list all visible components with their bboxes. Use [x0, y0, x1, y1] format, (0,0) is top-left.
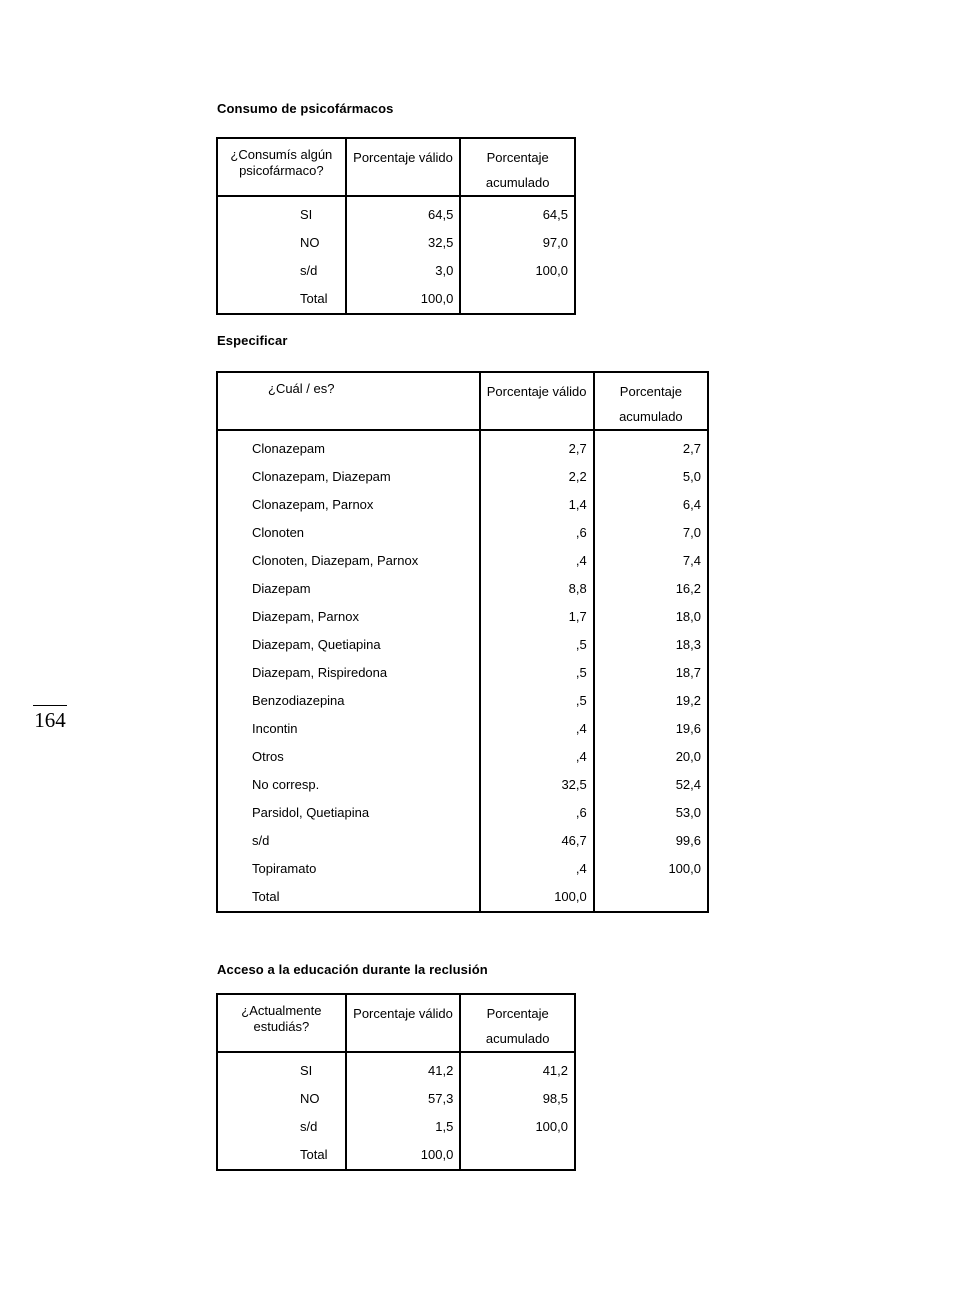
table-row	[217, 229, 575, 257]
cumulative-percent-cell: 100,0	[460, 1113, 575, 1141]
table1-header-question: ¿Consumís algún psicofármaco?	[217, 138, 346, 196]
table2-header-valid: Porcentaje válido	[480, 372, 594, 430]
row-label: Clonazepam	[217, 430, 480, 463]
cumulative-percent-cell: 20,0	[594, 743, 708, 771]
valid-percent-cell: 100,0	[346, 285, 461, 314]
row-label: NO	[217, 229, 346, 257]
row-label: Diazepam, Rispiredona	[217, 659, 480, 687]
cumulative-percent-cell: 99,6	[594, 827, 708, 855]
table-row	[217, 257, 575, 285]
valid-percent-cell: 46,7	[480, 827, 594, 855]
row-label: SI	[217, 196, 346, 229]
table2	[216, 371, 709, 913]
row-label: No corresp.	[217, 771, 480, 799]
table2-title: Especificar	[217, 333, 288, 348]
cumulative-percent-cell: 100,0	[594, 855, 708, 883]
row-label: Clonazepam, Parnox	[217, 491, 480, 519]
table-row	[217, 430, 708, 463]
table1-title: Consumo de psicofármacos	[217, 101, 394, 116]
table-row	[217, 659, 708, 687]
table3-header-valid: Porcentaje válido	[346, 994, 461, 1052]
valid-percent-cell: ,5	[480, 631, 594, 659]
table-row	[217, 491, 708, 519]
table-row	[217, 1052, 575, 1085]
table3	[216, 993, 576, 1171]
table3-header-question: ¿Actualmente estudiás?	[217, 994, 346, 1052]
row-label: s/d	[217, 827, 480, 855]
valid-percent-cell: ,5	[480, 659, 594, 687]
cumulative-percent-cell: 7,4	[594, 547, 708, 575]
cumulative-percent-cell: 53,0	[594, 799, 708, 827]
table-row	[217, 1113, 575, 1141]
table-row	[217, 463, 708, 491]
row-label: Total	[217, 1141, 346, 1170]
valid-percent-cell: 32,5	[480, 771, 594, 799]
table-row	[217, 743, 708, 771]
table-row	[217, 285, 575, 314]
table-row	[217, 603, 708, 631]
row-label: Clonazepam, Diazepam	[217, 463, 480, 491]
row-label: Benzodiazepina	[217, 687, 480, 715]
valid-percent-cell: ,4	[480, 547, 594, 575]
cumulative-percent-cell	[594, 883, 708, 912]
row-label: Diazepam	[217, 575, 480, 603]
valid-percent-cell: 57,3	[346, 1085, 461, 1113]
valid-percent-cell: 3,0	[346, 257, 461, 285]
table-row	[217, 196, 575, 229]
cumulative-percent-cell: 18,3	[594, 631, 708, 659]
table-row	[217, 547, 708, 575]
table-row	[217, 687, 708, 715]
cumulative-percent-cell: 16,2	[594, 575, 708, 603]
valid-percent-cell: ,6	[480, 519, 594, 547]
table-row	[217, 1085, 575, 1113]
valid-percent-cell: 1,7	[480, 603, 594, 631]
table1-body	[217, 196, 575, 314]
cumulative-percent-cell: 5,0	[594, 463, 708, 491]
valid-percent-cell: 32,5	[346, 229, 461, 257]
table-row	[217, 575, 708, 603]
valid-percent-cell: 64,5	[346, 196, 461, 229]
row-label: Clonoten	[217, 519, 480, 547]
cumulative-percent-cell: 41,2	[460, 1052, 575, 1085]
table-row	[217, 855, 708, 883]
valid-percent-cell: 2,7	[480, 430, 594, 463]
cumulative-percent-cell: 7,0	[594, 519, 708, 547]
valid-percent-cell: 41,2	[346, 1052, 461, 1085]
table2-header-question: ¿Cuál / es?	[217, 372, 480, 430]
table3-title: Acceso a la educación durante la reclusión	[217, 962, 488, 977]
valid-percent-cell: ,5	[480, 687, 594, 715]
row-label: Topiramato	[217, 855, 480, 883]
cumulative-percent-cell: 18,0	[594, 603, 708, 631]
table2-body	[217, 430, 708, 912]
cumulative-percent-cell: 98,5	[460, 1085, 575, 1113]
row-label: Total	[217, 285, 346, 314]
table-row	[217, 631, 708, 659]
cumulative-percent-cell: 52,4	[594, 771, 708, 799]
table-row	[217, 715, 708, 743]
table-row	[217, 827, 708, 855]
cumulative-percent-cell: 2,7	[594, 430, 708, 463]
row-label: Total	[217, 883, 480, 912]
row-label: Otros	[217, 743, 480, 771]
valid-percent-cell: 2,2	[480, 463, 594, 491]
table1-header-cum: Porcentaje acumulado	[460, 138, 575, 196]
table2-header-cum: Porcentaje acumulado	[594, 372, 708, 430]
table3-body	[217, 1052, 575, 1170]
table-row	[217, 771, 708, 799]
row-label: s/d	[217, 1113, 346, 1141]
table1	[216, 137, 576, 315]
row-label: SI	[217, 1052, 346, 1085]
valid-percent-cell: ,4	[480, 743, 594, 771]
cumulative-percent-cell: 64,5	[460, 196, 575, 229]
cumulative-percent-cell: 100,0	[460, 257, 575, 285]
row-label: Clonoten, Diazepam, Parnox	[217, 547, 480, 575]
cumulative-percent-cell: 18,7	[594, 659, 708, 687]
cumulative-percent-cell	[460, 1141, 575, 1170]
row-label: Diazepam, Parnox	[217, 603, 480, 631]
row-label: Incontin	[217, 715, 480, 743]
row-label: Diazepam, Quetiapina	[217, 631, 480, 659]
table1-header-valid: Porcentaje válido	[346, 138, 461, 196]
valid-percent-cell: ,4	[480, 715, 594, 743]
valid-percent-cell: 8,8	[480, 575, 594, 603]
row-label: Parsidol, Quetiapina	[217, 799, 480, 827]
cumulative-percent-cell: 97,0	[460, 229, 575, 257]
table-row	[217, 883, 708, 912]
valid-percent-cell: 100,0	[480, 883, 594, 912]
valid-percent-cell: ,6	[480, 799, 594, 827]
cumulative-percent-cell	[460, 285, 575, 314]
valid-percent-cell: 1,4	[480, 491, 594, 519]
valid-percent-cell: 100,0	[346, 1141, 461, 1170]
row-label: s/d	[217, 257, 346, 285]
cumulative-percent-cell: 6,4	[594, 491, 708, 519]
cumulative-percent-cell: 19,2	[594, 687, 708, 715]
table3-header-cum: Porcentaje acumulado	[460, 994, 575, 1052]
table-row	[217, 1141, 575, 1170]
table-row	[217, 799, 708, 827]
page-number: 164	[33, 705, 67, 733]
table-row	[217, 519, 708, 547]
cumulative-percent-cell: 19,6	[594, 715, 708, 743]
valid-percent-cell: 1,5	[346, 1113, 461, 1141]
valid-percent-cell: ,4	[480, 855, 594, 883]
row-label: NO	[217, 1085, 346, 1113]
